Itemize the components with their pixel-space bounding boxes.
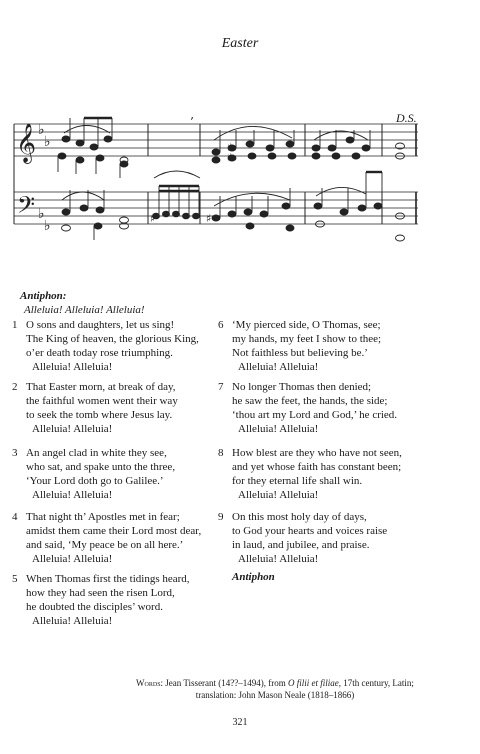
credits-author: Jean Tisserant (14??–1494), from — [163, 678, 289, 688]
svg-text:♭: ♭ — [44, 134, 51, 150]
verse-line: When Thomas first the tidings heard, — [26, 573, 190, 585]
svg-text:♯: ♯ — [227, 151, 233, 164]
ds-marking: D.S. — [396, 111, 417, 125]
verse-line: The King of heaven, the glorious King, — [26, 333, 199, 345]
verse-refrain: Alleluia! Alleluia! — [238, 361, 319, 373]
verse-refrain: Alleluia! Alleluia! — [32, 423, 113, 435]
antiphon-repeat: Antiphon — [232, 571, 275, 583]
verse-line: and yet whose faith has constant been; — [232, 461, 402, 473]
verse-8 — [218, 446, 402, 502]
svg-text:𝄞: 𝄞 — [16, 123, 37, 163]
verse-1 — [12, 318, 199, 374]
verse-line: ‘thou art my Lord and God,’ he cried. — [232, 409, 398, 421]
verse-line: my hands, my feet I show to thee; — [232, 333, 382, 345]
verse-refrain: Alleluia! Alleluia! — [238, 423, 319, 435]
verse-number: 9 — [218, 511, 224, 523]
svg-text:♭: ♭ — [44, 218, 51, 234]
verse-line: No longer Thomas then denied; — [232, 381, 372, 393]
verse-6 — [218, 318, 381, 374]
verse-number: 8 — [218, 447, 224, 459]
verse-line: for they eternal life shall win. — [232, 475, 363, 487]
credits — [100, 677, 450, 701]
antiphon-text: Alleluia! Alleluia! Alleluia! — [24, 304, 145, 316]
verse-number: 2 — [12, 381, 18, 393]
verse-line: how they had seen the risen Lord, — [26, 587, 175, 599]
svg-text:♭: ♭ — [38, 122, 45, 138]
svg-text:♯: ♯ — [227, 141, 233, 154]
credits-words-label: Words: — [136, 678, 164, 688]
verse-line: and said, ‘My peace be on all here.’ — [26, 539, 184, 551]
verse-line: the faithful women went their way — [26, 395, 178, 407]
verse-line: Not faithless but believing be.’ — [232, 347, 368, 359]
verse-line: in laud, and jubilee, and praise. — [232, 539, 370, 551]
verse-line: That night th’ Apostles met in fear; — [26, 511, 180, 523]
verse-line: who sat, and spake unto the three, — [26, 461, 176, 473]
credits-translation: translation: John Mason Neale (1818–1866) — [195, 690, 355, 700]
verse-line: ‘My pierced side, O Thomas, see; — [232, 319, 381, 331]
verse-line: he doubted the disciples’ word. — [26, 601, 163, 613]
svg-text:♯: ♯ — [150, 212, 156, 225]
verse-refrain: Alleluia! Alleluia! — [32, 615, 113, 627]
verse-refrain: Alleluia! Alleluia! — [238, 489, 319, 501]
verse-line: An angel clad in white they see, — [26, 447, 167, 459]
hymn-title: Easter — [221, 36, 259, 51]
verse-7 — [218, 380, 397, 436]
credits-source-info: , 17th century, Latin; — [338, 678, 414, 688]
verse-number: 6 — [218, 319, 224, 331]
svg-text:♯: ♯ — [206, 212, 212, 225]
music-score — [0, 0, 480, 280]
verse-5 — [12, 572, 190, 628]
verse-line: amidst them came their Lord most dear, — [26, 525, 202, 537]
verse-line: ‘Your Lord doth go to Galilee.’ — [26, 475, 164, 487]
verse-line: How blest are they who have not seen, — [232, 447, 402, 459]
antiphon-heading: Antiphon: — [20, 290, 67, 302]
verse-number: 1 — [12, 319, 18, 331]
verse-2 — [12, 380, 178, 436]
verse-refrain: Alleluia! Alleluia! — [32, 489, 113, 501]
verse-line: to seek the tomb where Jesus lay. — [26, 409, 173, 421]
verse-number: 3 — [12, 447, 18, 459]
verse-number: 4 — [12, 511, 18, 523]
verse-4 — [12, 510, 201, 566]
verse-line: o’er death today rose triumphing. — [26, 347, 173, 359]
credits-source-title: O filii et filiae — [288, 678, 339, 688]
verse-9 — [218, 510, 387, 566]
svg-text:’: ’ — [190, 115, 194, 129]
page-number: 321 — [232, 717, 248, 728]
verse-line: On this most holy day of days, — [232, 511, 367, 523]
svg-text:♭: ♭ — [38, 206, 45, 222]
verse-number: 5 — [12, 573, 18, 585]
verse-number: 7 — [218, 381, 224, 393]
verse-refrain: Alleluia! Alleluia! — [32, 361, 113, 373]
verse-refrain: Alleluia! Alleluia! — [238, 553, 319, 565]
verse-line: to God your hearts and voices raise — [232, 525, 388, 537]
verse-3 — [12, 446, 175, 502]
verse-line: O sons and daughters, let us sing! — [26, 319, 175, 331]
svg-text:𝄢: 𝄢 — [17, 191, 36, 224]
verse-line: That Easter morn, at break of day, — [26, 381, 176, 393]
verse-line: he saw the feet, the hands, the side; — [232, 395, 388, 407]
verse-refrain: Alleluia! Alleluia! — [32, 553, 113, 565]
